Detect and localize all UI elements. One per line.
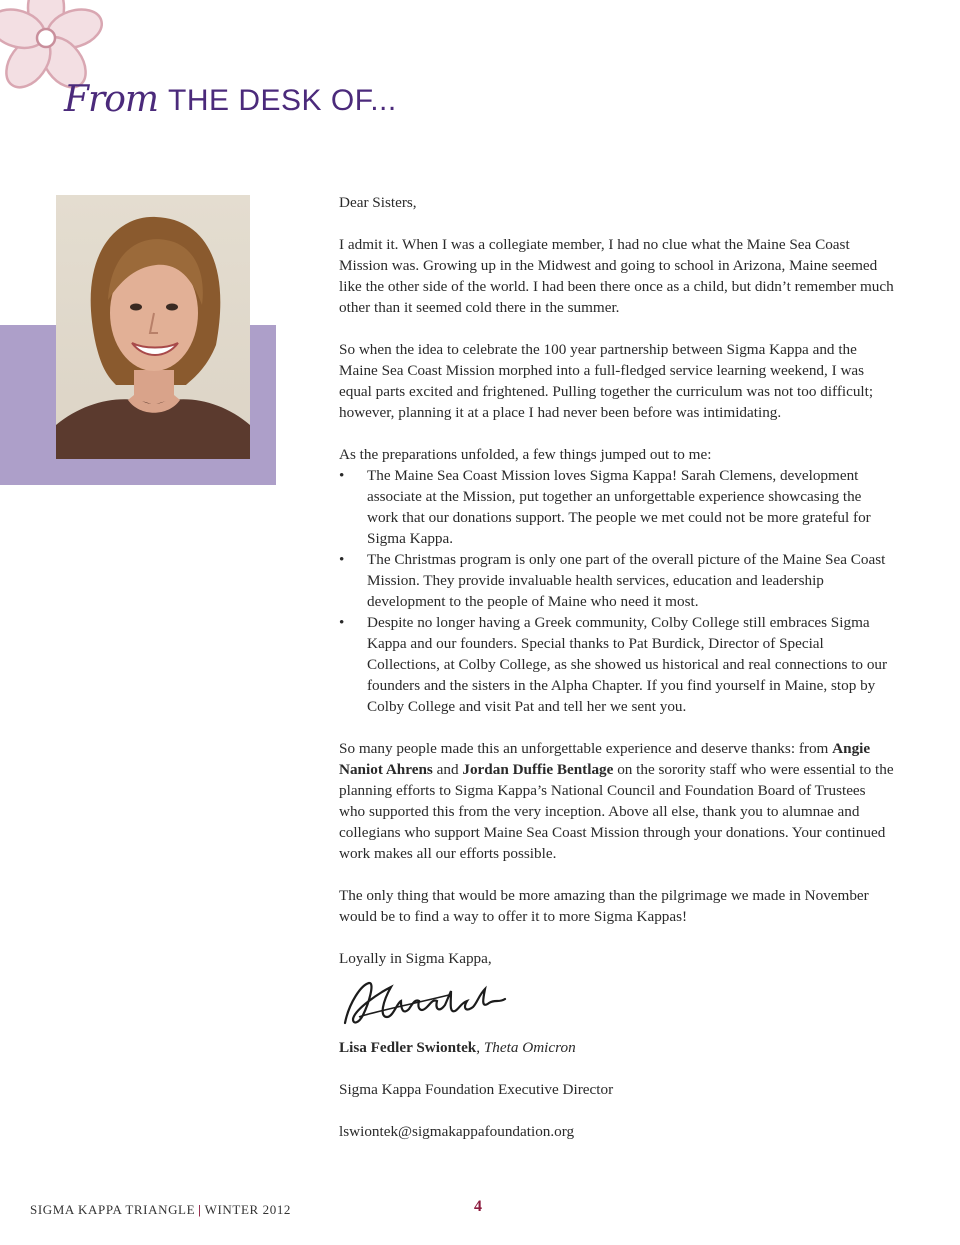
bullet-list — [339, 465, 894, 717]
signer-name: Lisa Fedler Swiontek — [339, 1039, 477, 1056]
header-title: THE DESK OF... — [168, 84, 397, 117]
paragraph-4-rest: on the sorority staff who were essential to the planning efforts to Sigma Kappa’s National Council and Foundation Board of Trustees who supported this from the very inception. Above all else, thank you to alumnae and collegians who support Maine Sea Coast Mission through your donations. Your continued work makes all our efforts possible. — [339, 761, 894, 862]
footer — [30, 1202, 291, 1218]
footer-issue: WINTER 2012 — [204, 1202, 292, 1217]
paragraph-5: The only thing that would be more amazing than the pilgrimage we made in November would be to find a way to offer it to more Sigma Kappas! — [339, 887, 869, 925]
signer-separator: , — [476, 1039, 484, 1056]
list-item: • The Maine Sea Coast Mission loves Sigma Kappa! Sarah Clemens, development associate at the Mission, put together an unforgettable experience showcasing the work that our donations support. The people we met could not be more grateful for Sigma Kappa. — [339, 465, 894, 549]
closing: Loyally in Sigma Kappa, — [339, 950, 492, 967]
footer-divider: | — [198, 1202, 202, 1217]
staff-name-1: Angie Naniot Ahrens — [339, 740, 871, 778]
paragraph-4-and: and — [432, 761, 463, 778]
page-header — [64, 58, 397, 118]
list-item: • Despite no longer having a Greek community, Colby College still embraces Sigma Kappa and our founders. Special thanks to Pat Burdick, Director of Special Collections, at Colby College, as she showed us historical and real connections to our founders and the sisters in the Alpha Chapter. If you find yourself in Maine, stop by Colby College and visit Pat and tell her we sent you. — [339, 612, 894, 717]
paragraph-4 — [339, 738, 894, 864]
header-script-word: From — [64, 79, 158, 120]
paragraph-3: As the preparations unfolded, a few things jumped out to me: — [339, 446, 712, 463]
paragraph-1: I admit it. When I was a collegiate member, I had no clue what the Maine Sea Coast Mission was. Growing up in the Midwest and going to school in Arizona, Maine seemed like the other side of the world. I had been there once as a child, but didn’t remember much other than it seemed cold there in the summer. — [339, 236, 894, 316]
signer-title: Sigma Kappa Foundation Executive Director — [339, 1081, 614, 1098]
signer-line — [339, 1037, 894, 1058]
portrait-illustration — [56, 195, 250, 459]
page-number: 4 — [474, 1198, 482, 1215]
staff-name-2: Jordan Duffie Bentlage — [462, 761, 614, 778]
list-item: • The Christmas program is only one part of the overall picture of the Maine Sea Coast Mission. They provide invaluable health services, education and leadership development to the people of Maine who need it most. — [339, 549, 894, 612]
author-portrait — [56, 195, 250, 459]
signer-email: lswiontek@sigmakappafoundation.org — [339, 1123, 575, 1140]
handwritten-signature — [339, 973, 509, 1033]
paragraph-2: So when the idea to celebrate the 100 year partnership between Sigma Kappa and the Maine Sea Coast Mission morphed into a full-fledged service learning weekend, I was equal parts excited and frightened. Pulling together the curriculum was not too difficult; however, planning it at a place I had never been before was intimidating. — [339, 341, 874, 421]
greeting: Dear Sisters, — [339, 194, 417, 211]
signer-chapter: Theta Omicron — [483, 1039, 576, 1056]
letter-body — [339, 192, 894, 1163]
paragraph-4-intro: So many people made this an unforgettable experience and deserve thanks: from — [339, 740, 833, 757]
footer-publication: SIGMA KAPPA TRIANGLE — [30, 1202, 196, 1217]
